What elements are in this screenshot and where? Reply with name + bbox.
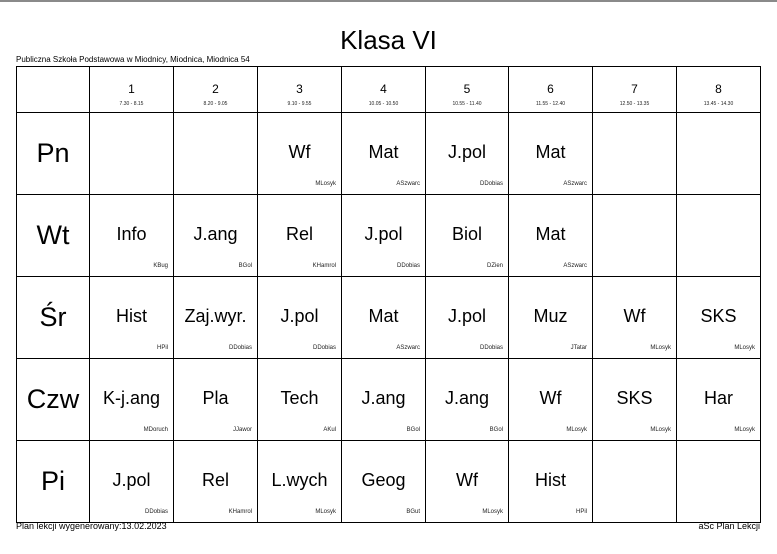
page-title: Klasa VI [340, 25, 437, 55]
lesson-teacher: DDobias [479, 345, 503, 351]
lesson-teacher: HPil [156, 345, 168, 351]
lesson-subject: J.ang [193, 224, 238, 244]
lesson-teacher: MLosyk [482, 509, 503, 515]
lesson-subject: Mat [535, 224, 566, 244]
lesson-subject: J.pol [280, 306, 319, 326]
lesson-teacher: KBug [153, 263, 168, 269]
timetable [16, 66, 761, 523]
lesson-cell [593, 359, 677, 441]
period-time: 10.05 - 10.50 [368, 101, 399, 107]
period-time: 12.50 - 13.35 [619, 101, 650, 107]
lesson-cell [677, 441, 761, 523]
lesson-teacher: BGut [406, 509, 420, 515]
lesson-cell [509, 113, 593, 195]
lesson-subject: Mat [368, 306, 399, 326]
lesson-teacher: ASzwarc [563, 181, 587, 187]
period-header [509, 67, 593, 113]
lesson-teacher: KHamrol [312, 263, 336, 269]
lesson-cell [174, 277, 258, 359]
day-label: Śr [39, 302, 67, 332]
lesson-cell [342, 113, 426, 195]
lesson-subject: Wf [623, 306, 646, 326]
lesson-subject: Wf [539, 388, 562, 408]
lesson-cell [90, 359, 174, 441]
lesson-teacher: HPil [575, 509, 587, 515]
lesson-cell [258, 113, 342, 195]
lesson-subject: Rel [285, 224, 313, 244]
lesson-cell [90, 195, 174, 277]
lesson-cell [342, 359, 426, 441]
lesson-subject: L.wych [271, 470, 328, 490]
lesson-subject: Info [116, 224, 147, 244]
lesson-subject: J.pol [112, 470, 151, 490]
lesson-subject: Biol [451, 224, 482, 244]
lesson-teacher: DDobias [144, 509, 168, 515]
lesson-cell [258, 195, 342, 277]
lesson-cell [258, 277, 342, 359]
period-time: 11.55 - 12.40 [535, 101, 566, 107]
period-number: 7 [631, 82, 638, 96]
period-time: 13.45 - 14.30 [703, 101, 734, 107]
lesson-cell [509, 195, 593, 277]
lesson-teacher: MLosyk [650, 427, 671, 433]
lesson-cell [342, 277, 426, 359]
lesson-subject: Wf [288, 142, 311, 162]
period-time: 7.30 - 8.15 [119, 101, 144, 107]
lesson-cell [90, 441, 174, 523]
lesson-cell [174, 113, 258, 195]
lesson-subject: Mat [535, 142, 566, 162]
period-time: 8.20 - 9.05 [203, 101, 228, 107]
lesson-cell [509, 441, 593, 523]
day-label: Czw [26, 384, 80, 414]
lesson-subject: Tech [280, 388, 319, 408]
lesson-teacher: KHamrol [228, 509, 252, 515]
lesson-subject: SKS [700, 306, 737, 326]
lesson-teacher: MLosyk [566, 427, 587, 433]
lesson-cell [90, 277, 174, 359]
lesson-cell [258, 441, 342, 523]
lesson-teacher: DDobias [396, 263, 420, 269]
period-number: 5 [463, 82, 471, 96]
period-number: 1 [128, 82, 135, 96]
lesson-cell [677, 359, 761, 441]
lesson-cell [174, 195, 258, 277]
period-number: 4 [380, 82, 387, 96]
lesson-teacher: BGol [406, 427, 420, 433]
period-time: 9.10 - 9.55 [287, 101, 312, 107]
lesson-cell [593, 195, 677, 277]
period-header [677, 67, 761, 113]
lesson-subject: Rel [201, 470, 229, 490]
lesson-subject: Muz [533, 306, 568, 326]
lesson-teacher: MLosyk [734, 427, 755, 433]
lesson-cell [426, 277, 509, 359]
period-header-row [17, 67, 761, 113]
lesson-teacher: JTatar [570, 345, 587, 351]
lesson-subject: J.pol [447, 142, 487, 162]
lesson-subject: Wf [456, 470, 478, 490]
lesson-subject: Mat [368, 142, 399, 162]
lesson-teacher: AKul [323, 427, 336, 433]
lesson-teacher: ASzwarc [396, 345, 420, 351]
period-header [174, 67, 258, 113]
period-header [258, 67, 342, 113]
day-row [17, 113, 761, 195]
lesson-teacher: JJawor [232, 427, 252, 433]
lesson-subject: Hist [535, 470, 566, 490]
lesson-teacher: ASzwarc [563, 263, 587, 269]
day-cell [17, 359, 90, 441]
lesson-cell [174, 441, 258, 523]
lesson-teacher: MLosyk [650, 345, 671, 351]
lesson-cell [677, 195, 761, 277]
corner-cell [17, 67, 90, 113]
day-row [17, 441, 761, 523]
lesson-subject: J.ang [444, 388, 490, 408]
day-cell [17, 441, 90, 523]
lesson-subject: Zaj.wyr. [184, 306, 247, 326]
lesson-subject: Pla [202, 388, 229, 408]
lesson-cell [593, 113, 677, 195]
day-cell [17, 113, 90, 195]
lesson-cell [426, 113, 509, 195]
top-border-line [0, 0, 777, 2]
lesson-cell [90, 113, 174, 195]
day-label: Pi [40, 466, 65, 496]
lesson-teacher: MLosyk [315, 181, 336, 187]
lesson-cell [174, 359, 258, 441]
lesson-subject: Har [703, 388, 733, 408]
day-row [17, 359, 761, 441]
lesson-subject: J.pol [447, 306, 487, 326]
lesson-cell [509, 359, 593, 441]
day-label: Wt [36, 220, 70, 250]
lesson-cell [426, 195, 509, 277]
period-number: 2 [212, 82, 219, 96]
period-time: 10.55 - 11.40 [452, 101, 482, 107]
lesson-teacher: MDoruch [143, 427, 168, 433]
lesson-teacher: DDobias [312, 345, 336, 351]
lesson-subject: SKS [616, 388, 653, 408]
school-name: Publiczna Szkoła Podstawowa w Miodnicy, Miodnica, Miodnica 54 [16, 55, 250, 64]
day-row [17, 195, 761, 277]
period-number: 3 [296, 82, 303, 96]
lesson-teacher: BGol [489, 427, 503, 433]
lesson-subject: Geog [361, 470, 406, 490]
lesson-cell [509, 277, 593, 359]
day-row [17, 277, 761, 359]
lesson-teacher: MLosyk [315, 509, 336, 515]
period-header [593, 67, 677, 113]
lesson-cell [342, 441, 426, 523]
lesson-cell [593, 441, 677, 523]
period-number: 8 [715, 82, 722, 96]
lesson-cell [677, 277, 761, 359]
lesson-teacher: BGol [238, 263, 252, 269]
period-header [90, 67, 174, 113]
generated-date: Plan lekcji wygenerowany:13.02.2023 [16, 521, 167, 531]
lesson-cell [593, 277, 677, 359]
lesson-cell [426, 359, 509, 441]
lesson-teacher: DDobias [479, 181, 503, 187]
lesson-subject: J.pol [364, 224, 403, 244]
period-header [426, 67, 509, 113]
period-header [342, 67, 426, 113]
lesson-cell [677, 113, 761, 195]
lesson-teacher: MLosyk [734, 345, 755, 351]
day-cell [17, 277, 90, 359]
lesson-teacher: DZien [486, 263, 503, 269]
day-cell [17, 195, 90, 277]
lesson-cell [342, 195, 426, 277]
day-label: Pn [36, 138, 70, 168]
lesson-subject: J.ang [361, 388, 406, 408]
period-number: 6 [547, 82, 554, 96]
lesson-teacher: ASzwarc [396, 181, 420, 187]
lesson-teacher: DDobias [228, 345, 252, 351]
lesson-cell [426, 441, 509, 523]
lesson-cell [258, 359, 342, 441]
lesson-subject: K-j.ang [102, 388, 161, 408]
lesson-subject: Hist [116, 306, 147, 326]
brand-label: aSc Plan Lekcji [698, 521, 760, 531]
